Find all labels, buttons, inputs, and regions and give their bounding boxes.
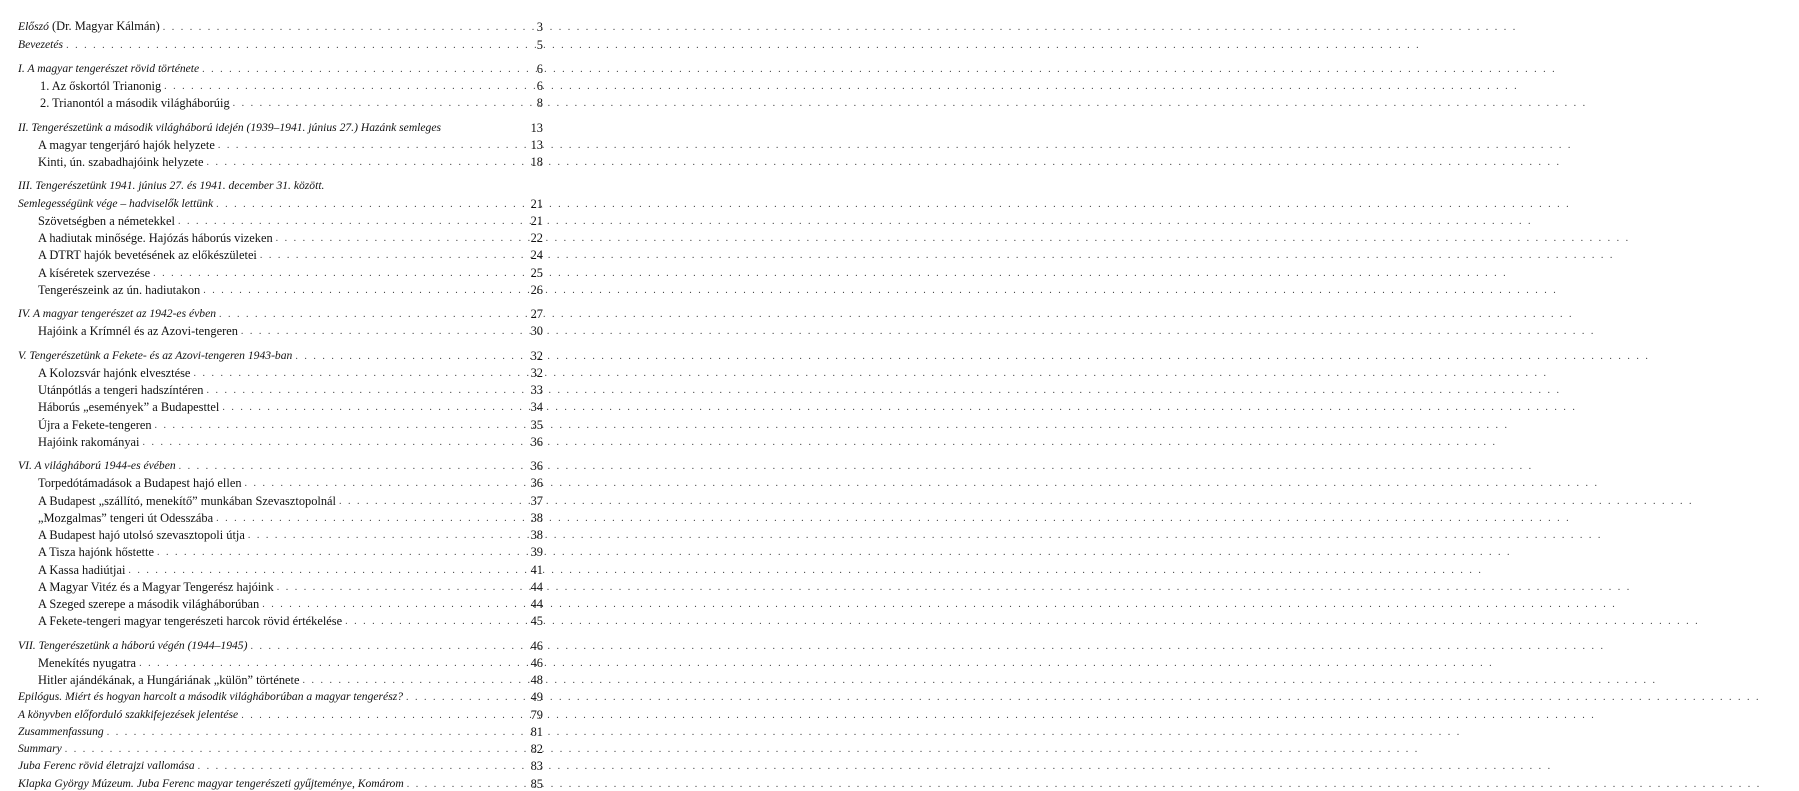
toc-entry-page: 45 bbox=[530, 614, 543, 629]
toc-entry bbox=[18, 93, 543, 110]
toc-entry-page: 25 bbox=[530, 265, 543, 280]
toc-entry-page: 3 bbox=[536, 20, 543, 35]
dot-leader bbox=[202, 64, 520, 76]
dot-leader bbox=[155, 420, 520, 432]
toc-entry-page: 36 bbox=[530, 476, 543, 491]
toc-entry bbox=[18, 611, 543, 628]
toc-entry-page: 21 bbox=[530, 213, 543, 228]
toc-entry-title: A Tisza hajónk hőstette bbox=[38, 545, 154, 560]
toc-entry bbox=[18, 135, 543, 152]
toc-entry bbox=[18, 653, 543, 670]
toc-entry-title: Háborús „események” a Budapesttel bbox=[38, 400, 220, 415]
toc-entry bbox=[18, 508, 543, 525]
toc-entry-title: A hadiutak minősége. Hajózás háborús vizeken bbox=[38, 231, 273, 245]
toc-entry-title: A Kolozsvár hajónk elvesztése bbox=[38, 365, 191, 380]
toc-entry-page: 46 bbox=[530, 638, 543, 653]
toc-entry-title: Zusammenfassung bbox=[18, 724, 104, 738]
toc-entry-title: VII. Tengerészetünk a háború végén (1944–1945) bbox=[18, 638, 248, 652]
toc-entry-page: 83 bbox=[530, 759, 543, 774]
toc-entry-title: Klapka György Múzeum. Juba Ferenc magyar tengerészeti gyűjteménye, Komárom bbox=[18, 776, 404, 790]
toc-entry-page: 37 bbox=[530, 493, 543, 508]
dot-leader bbox=[107, 727, 520, 739]
toc-entry bbox=[18, 432, 543, 449]
toc-entry-page: 44 bbox=[530, 579, 543, 594]
toc-entry bbox=[18, 76, 543, 93]
toc-entry-title: A Budapest „szállító, menekítő” munkában Szevasztopolnál bbox=[38, 493, 336, 508]
toc-entry-title: A kíséretek szervezése bbox=[38, 265, 151, 280]
toc-entry bbox=[18, 176, 543, 193]
toc-entry-page: 39 bbox=[530, 545, 543, 560]
toc-entry-page: 6 bbox=[536, 61, 543, 76]
dot-leader bbox=[222, 402, 520, 414]
dot-leader bbox=[241, 326, 520, 338]
toc-entry bbox=[18, 722, 543, 739]
toc-entry-page: 21 bbox=[530, 196, 543, 211]
toc-entry-page: 13 bbox=[530, 120, 543, 135]
dot-leader bbox=[241, 710, 520, 722]
toc-entry bbox=[18, 321, 543, 338]
toc-entry bbox=[18, 17, 543, 34]
toc-entry-page: 27 bbox=[530, 307, 543, 321]
toc-entry-page: 32 bbox=[530, 348, 543, 363]
toc-entry bbox=[18, 704, 543, 721]
toc-entry-title: Semlegességünk vége – hadviselők lettünk bbox=[18, 196, 214, 210]
toc-entry-title: A Kassa hadiútjai bbox=[38, 562, 126, 577]
toc-entry-page: 41 bbox=[530, 562, 543, 577]
toc-entry-page: 5 bbox=[536, 37, 543, 52]
toc-entry-title: A Magyar Vitéz és a Magyar Tengerész hajóink bbox=[38, 579, 274, 594]
toc-entry-title: I. A magyar tengerészet rövid története bbox=[18, 61, 200, 75]
dot-leader bbox=[193, 368, 520, 380]
toc-entry bbox=[18, 456, 543, 473]
toc-entry-page: 8 bbox=[536, 96, 543, 111]
dot-leader bbox=[339, 496, 520, 508]
toc-entry bbox=[18, 363, 543, 380]
toc-entry bbox=[18, 490, 543, 507]
toc-entry-title: Hitler ajándékának, a Hungáriának „külön” története bbox=[38, 673, 300, 687]
dot-leader bbox=[128, 565, 520, 577]
dot-leader bbox=[216, 199, 520, 211]
dot-leader bbox=[216, 513, 520, 525]
toc-entry-page: 33 bbox=[530, 383, 543, 397]
toc-entry-page: 36 bbox=[530, 434, 543, 449]
dot-leader bbox=[179, 461, 520, 473]
toc-entry bbox=[18, 756, 543, 773]
dot-leader bbox=[164, 81, 520, 93]
dot-leader bbox=[139, 658, 520, 670]
dot-leader bbox=[276, 233, 520, 245]
toc-entry-title: Juba Ferenc rövid életrajzi vallomása bbox=[18, 759, 195, 773]
toc-entry bbox=[18, 380, 543, 397]
toc-entry-page: 13 bbox=[530, 137, 543, 152]
toc-entry-page: 46 bbox=[530, 655, 543, 670]
dot-leader bbox=[163, 22, 520, 34]
dot-leader bbox=[302, 675, 520, 687]
table-of-contents bbox=[18, 17, 543, 791]
dot-leader bbox=[178, 216, 520, 228]
toc-entry-page: 38 bbox=[530, 510, 543, 525]
toc-entry-title: Hajóink rakományai bbox=[38, 434, 140, 449]
dot-leader bbox=[157, 547, 520, 559]
toc-entry-title: VI. A világháború 1944-es évében bbox=[18, 459, 176, 472]
dot-leader bbox=[143, 437, 520, 449]
toc-entry-title: Szövetségben a németekkel bbox=[38, 213, 175, 228]
dot-leader bbox=[207, 385, 521, 397]
toc-entry bbox=[18, 280, 543, 297]
toc-entry-page: 36 bbox=[530, 459, 543, 473]
toc-entry bbox=[18, 152, 543, 169]
toc-entry-title: Utánpótlás a tengeri hadszíntéren bbox=[38, 383, 204, 397]
toc-entry bbox=[18, 345, 543, 362]
toc-entry-page: 6 bbox=[536, 79, 543, 93]
toc-entry-page: 85 bbox=[530, 776, 543, 791]
toc-entry bbox=[18, 397, 543, 414]
toc-entry-title: 1. Az őskortól Trianonig bbox=[40, 79, 162, 93]
toc-entry bbox=[18, 687, 543, 704]
dot-leader bbox=[406, 692, 520, 704]
toc-entry bbox=[18, 414, 543, 431]
toc-entry-page: 22 bbox=[530, 231, 543, 245]
dot-leader bbox=[407, 779, 520, 791]
dot-leader bbox=[295, 351, 520, 363]
toc-entry bbox=[18, 525, 543, 542]
toc-entry-title: Menekítés nyugatra bbox=[38, 655, 137, 670]
toc-entry bbox=[18, 245, 543, 262]
toc-entry-title: „Mozgalmas” tengeri út Odesszába bbox=[38, 510, 214, 525]
toc-entry bbox=[18, 34, 543, 51]
toc-entry-page: 18 bbox=[530, 155, 543, 169]
dot-leader bbox=[198, 761, 520, 773]
toc-entry bbox=[18, 304, 543, 321]
toc-entry bbox=[18, 773, 543, 790]
dot-leader bbox=[66, 40, 520, 52]
toc-entry-title: Kinti, ún. szabadhajóink helyzete bbox=[38, 155, 204, 169]
toc-entry-page: 32 bbox=[530, 365, 543, 380]
dot-leader bbox=[248, 530, 520, 542]
dot-leader bbox=[262, 599, 520, 611]
toc-entry-title: A DTRT hajók bevetésének az előkészületei bbox=[38, 248, 257, 263]
toc-entry-page: 34 bbox=[530, 400, 543, 415]
dot-leader bbox=[203, 285, 520, 297]
toc-entry-page: 79 bbox=[530, 707, 543, 722]
toc-entry-page: 35 bbox=[530, 417, 543, 432]
toc-entry bbox=[18, 542, 543, 559]
toc-entry-title: Hajóink a Krímnél és az Azovi-tengeren bbox=[38, 324, 238, 339]
toc-entry-page: 49 bbox=[530, 690, 543, 705]
toc-entry-title: Torpedótámadások a Budapest hajó ellen bbox=[38, 476, 242, 491]
toc-entry-title: A magyar tengerjáró hajók helyzete bbox=[38, 137, 215, 152]
toc-entry bbox=[18, 211, 543, 228]
toc-entry-title: A könyvben előforduló szakkifejezések jelentése bbox=[18, 707, 239, 721]
dot-leader bbox=[207, 157, 520, 169]
dot-leader bbox=[260, 250, 520, 262]
toc-entry bbox=[18, 228, 543, 245]
toc-entry-title: Epilógus. Miért és hogyan harcolt a második világháborúban a magyar tengerész? bbox=[18, 690, 404, 704]
toc-entry bbox=[18, 117, 543, 134]
toc-entry-title: A Budapest hajó utolsó szevasztopoli útja bbox=[38, 528, 245, 542]
toc-entry-page: 30 bbox=[530, 324, 543, 339]
toc-entry-page: 81 bbox=[530, 724, 543, 739]
dot-leader bbox=[277, 582, 520, 594]
toc-entry bbox=[18, 473, 543, 490]
toc-entry-title: A Fekete-tengeri magyar tengerészeti harcok rövid értékelése bbox=[38, 614, 343, 629]
toc-entry bbox=[18, 594, 543, 611]
dot-leader bbox=[153, 268, 520, 280]
toc-entry-title: Summary bbox=[18, 742, 62, 755]
toc-entry bbox=[18, 739, 543, 756]
toc-entry bbox=[18, 577, 543, 594]
toc-entry-page: 44 bbox=[530, 597, 543, 611]
toc-entry bbox=[18, 262, 543, 279]
dot-leader bbox=[345, 616, 520, 628]
dot-leader bbox=[219, 309, 520, 321]
toc-entry bbox=[18, 635, 543, 652]
toc-entry-title: IV. A magyar tengerészet az 1942-es évben bbox=[18, 307, 217, 320]
toc-entry-title: Tengerészeink az ún. hadiutakon bbox=[38, 282, 201, 297]
toc-entry-title: III. Tengerészetünk 1941. június 27. és 1941. december 31. között. bbox=[18, 179, 325, 193]
toc-entry-page: 24 bbox=[530, 248, 543, 263]
toc-entry-page: 26 bbox=[530, 282, 543, 297]
toc-entry bbox=[18, 559, 543, 576]
toc-entry-title: II. Tengerészetünk a második világháború idején (1939–1941. június 27.) Hazánk semleges bbox=[18, 120, 442, 134]
toc-entry bbox=[18, 193, 543, 210]
toc-entry bbox=[18, 59, 543, 76]
toc-entry-title: V. Tengerészetünk a Fekete- és az Azovi-tengeren 1943-ban bbox=[18, 348, 293, 362]
dot-leader bbox=[250, 641, 520, 653]
toc-entry-title: Előszó (Dr. Magyar Kálmán) bbox=[18, 19, 160, 34]
toc-entry-title: A Szeged szerepe a második világháborúban bbox=[38, 597, 260, 611]
dot-leader bbox=[218, 140, 520, 152]
toc-entry-page: 38 bbox=[530, 528, 543, 542]
toc-entry-title: Bevezetés bbox=[18, 37, 64, 51]
toc-entry-page: 48 bbox=[530, 673, 543, 687]
toc-entry-page: 82 bbox=[530, 742, 543, 756]
dot-leader bbox=[233, 98, 520, 110]
toc-entry-title: 2. Trianontól a második világháborúig bbox=[40, 96, 230, 111]
dot-leader bbox=[245, 478, 520, 490]
toc-entry bbox=[18, 670, 543, 687]
toc-entry-title: Újra a Fekete-tengeren bbox=[38, 417, 152, 432]
dot-leader bbox=[65, 744, 520, 756]
